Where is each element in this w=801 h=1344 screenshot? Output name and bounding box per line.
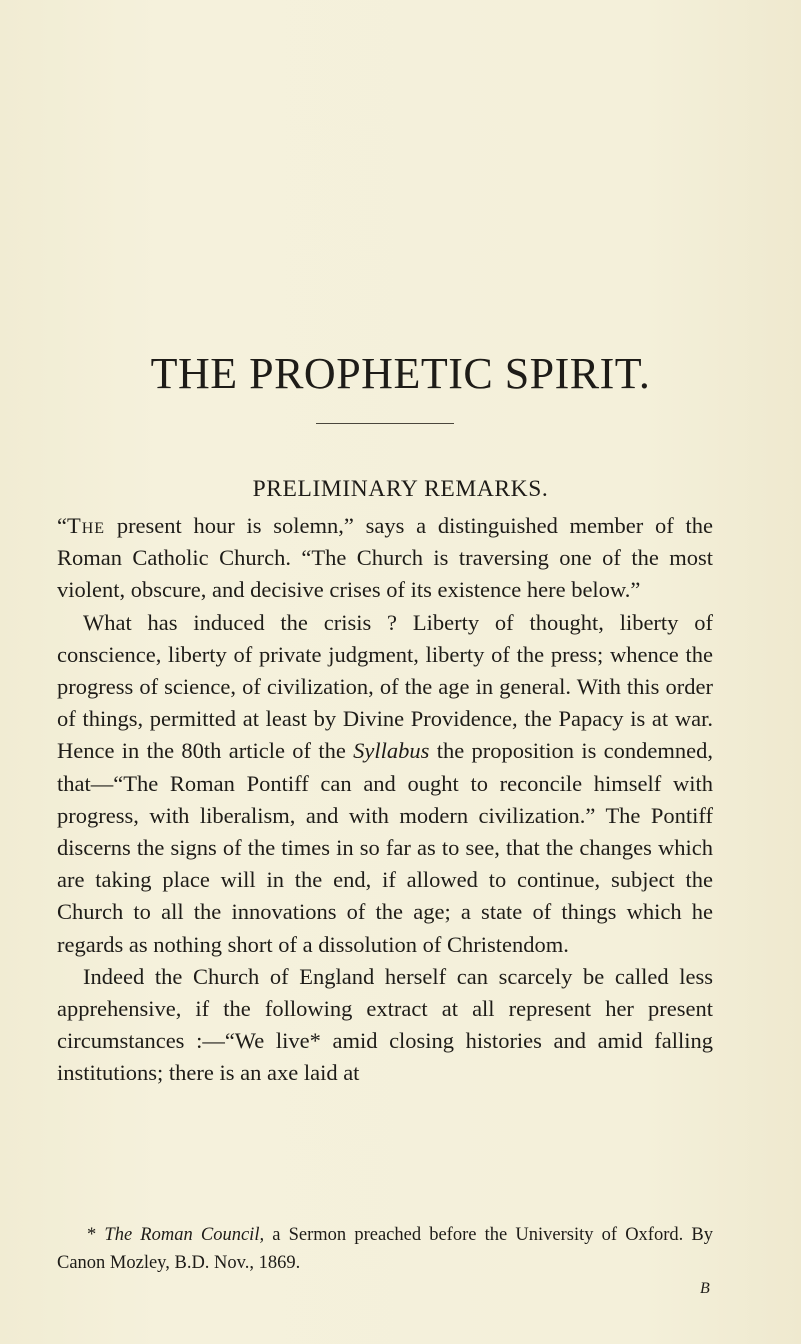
signature-mark: B	[700, 1280, 710, 1297]
paragraph-1	[57, 510, 713, 607]
section-heading: PRELIMINARY REMARKS.	[252, 476, 549, 502]
paragraph-3-text: Indeed the Church of England herself can scarcely be called less apprehensive, if the following extract at all represent her present circumstances :—“We live* amid closing histories and amid falling institutions; there is an axe laid at	[57, 963, 713, 1086]
footnote-marker: *	[87, 1225, 105, 1245]
opening-quote: “	[57, 513, 67, 538]
paragraph-2-text-b: the proposition is condemned, that—“The Roman Pontiff can and ought to reconcile himself with progress, with liberalism, and with modern civilization.” The Pontiff discerns the signs of the times in so far as to see, that the changes which are taking place will in the end, if allowed to continue, subject the Church to all the innovations of the age; a state of things which he regards as nothing short of a dissolution of Christendom.	[57, 738, 713, 957]
small-caps-word: The	[67, 513, 106, 538]
footnote-italic-title: The Roman Council,	[104, 1225, 265, 1245]
paragraph-2-text-a: What has induced the crisis ? Liberty of thought, liberty of conscience, liberty of private judgment, liberty of the press; whence the progress of science, of civilization, of the age in general. With this order of things, permitted at least by Divine Providence, the Papacy is at war. Hence in the 80th article of the	[57, 609, 713, 764]
title-rule	[316, 423, 454, 424]
paragraph-1-text: present hour is solemn,” says a distinguished member of the Roman Catholic Church. “The Church is traversing one of the most violent, obscure, and decisive crises of its existence here below.”	[57, 513, 713, 603]
footnote-text: a Sermon preached before the University of Oxford. By Canon Mozley, B.D. Nov., 1869.	[57, 1225, 713, 1273]
footnote	[57, 1221, 713, 1277]
page-title: THE PROPHETIC SPIRIT.	[150, 349, 651, 398]
paragraph-3	[57, 961, 713, 1090]
body-text	[57, 510, 713, 1090]
paragraph-2	[57, 607, 713, 961]
syllabus-italic: Syllabus	[353, 738, 430, 764]
